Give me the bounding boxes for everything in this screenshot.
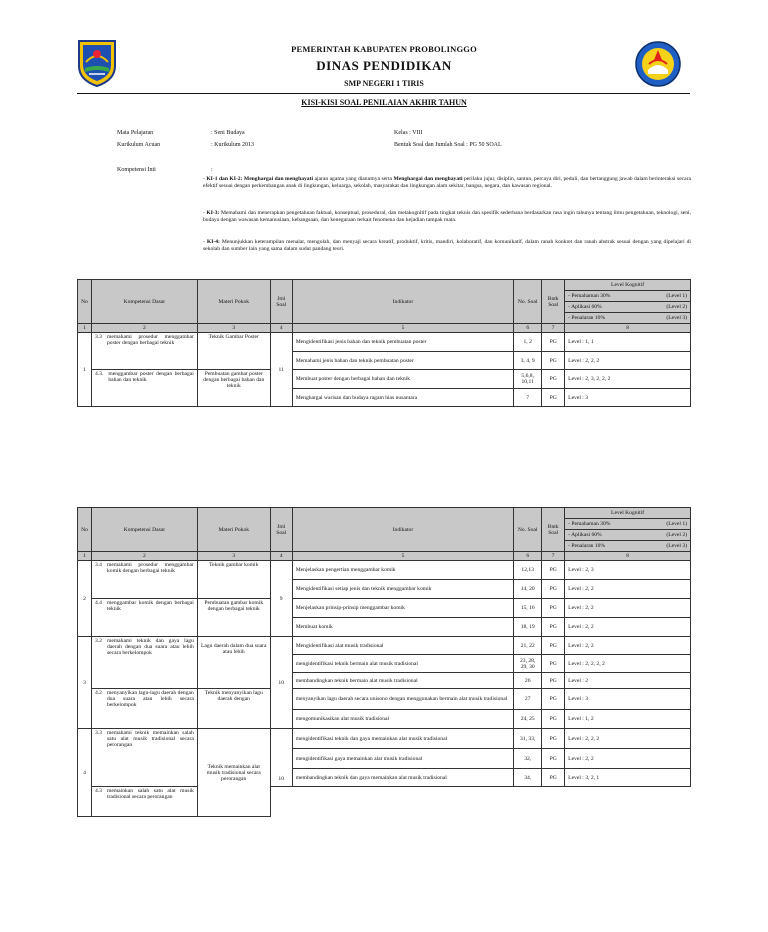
cognitive-level: Level : 2, 2 xyxy=(565,618,691,637)
col-header-no: No xyxy=(78,508,92,552)
header-school-name: SMP NEGERI 1 TIRIS xyxy=(344,79,424,88)
curriculum-value: : Kurikulum 2013 xyxy=(211,142,254,148)
indicator-text: mengidentifikasi teknik bermain alat musik tradisional xyxy=(292,655,514,673)
col-header-indikator: Indikator xyxy=(292,508,514,552)
question-numbers: 27 xyxy=(514,689,542,710)
core-competence-colon: : xyxy=(211,167,213,173)
cognitive-level: Level : 2 xyxy=(565,673,691,689)
indicator-text: membandingkan teknik dan gaya memainkan alat musik tradisional xyxy=(292,769,514,787)
kd-text: memahami teknik dan gaya lagu daerah dengan dua suara atau lebih secara berkelompok xyxy=(106,638,194,656)
question-type: PG xyxy=(542,580,565,599)
table-row xyxy=(78,637,691,655)
question-numbers: 32, xyxy=(514,749,542,769)
kd-number: 3.2 xyxy=(94,638,102,644)
cognitive-level: Level : 1, 2 xyxy=(565,710,691,729)
core-competence-label: Kompetensi Inti xyxy=(117,167,156,173)
question-numbers: 14, 20 xyxy=(514,580,542,599)
indicator-text: Mengidentifikasi setiap jenis dan teknik menggambar komik xyxy=(292,580,514,599)
col-number: 7 xyxy=(542,552,565,561)
col-header-no-soal: No. Soal xyxy=(514,280,542,324)
question-type: PG xyxy=(542,618,565,637)
curriculum-label: Kurikulum Acuan xyxy=(117,142,161,148)
kisi-table-1 xyxy=(77,279,691,407)
col-header-indikator: Indikator xyxy=(292,280,514,324)
indicator-text: Membuat poster dengan berbagai bahan dan teknik xyxy=(292,370,514,389)
col-number: 8 xyxy=(565,552,691,561)
col-header-level: Level Kognitif xyxy=(565,280,691,291)
question-type: PG xyxy=(542,673,565,689)
level-3-name: - Penalaran 10% xyxy=(568,315,606,321)
question-numbers: 1, 2 xyxy=(514,333,542,352)
materi-pokok: Pembuatan gambar komik dengan berbagai teknik xyxy=(197,599,270,637)
level-2-name: - Aplikasi 60% xyxy=(568,532,602,538)
cognitive-level: Level : 2, 2 xyxy=(565,637,691,655)
header-department-name: DINAS PENDIDIKAN xyxy=(316,58,452,73)
question-numbers: 7 xyxy=(514,389,542,407)
col-number: 1 xyxy=(78,552,92,561)
col-number: 2 xyxy=(91,552,197,561)
col-header-materi: Materi Pokok xyxy=(197,280,270,324)
materi-pokok: Teknik gambar komik xyxy=(197,561,270,599)
question-numbers: 5,6,8, 10,11 xyxy=(514,370,542,389)
question-type: PG xyxy=(542,769,565,787)
ki-3-paragraph: - KI-3: Memahami dan menerapkan pengetahuan faktual, konseptual, prosedural, dan metakognitif pada tingkat teknis dan spesifik sederhana berdasarkan rasa ingin tahunya tentang ilmu pengetahuan, teknologi, seni, budaya dengan wawasan kemanusiaan, kebangsaan, dan kenegaraan terkait fenomena dan kejadian tampak mata. xyxy=(203,210,692,223)
ki-4-paragraph: - KI-4: Menunjukkan keterampilan menalar, mengolah, dan menyaji secara kreatif, produktif, kritis, mandiri, kolaboratif, dan komunikatif, dalam ranah konkret dan ranah abstrak sesuai dengan yang dipelajari di sekolah dan sumber lain yang sama dalam sudut pandang teori. xyxy=(203,239,691,252)
question-type: PG xyxy=(542,599,565,618)
subject-value: : Seni Budaya xyxy=(211,130,245,136)
col-header-bentuk: Bntk Soal xyxy=(542,508,565,552)
question-type: PG xyxy=(542,689,565,710)
kd-text: menggambar poster dengan berbagai bahan dan teknik xyxy=(108,371,194,383)
question-numbers: 31, 33, xyxy=(514,729,542,749)
kd-number: 3.3 xyxy=(94,730,102,736)
col-number: 3 xyxy=(197,324,270,333)
kd-number: 4.3 xyxy=(94,788,102,794)
col-header-bentuk: Bntk Soal xyxy=(542,280,565,324)
indicator-text: mengidentifikasi gaya memainkan alat musik tradisional xyxy=(292,749,514,769)
kd-number: 4.4 xyxy=(94,600,102,606)
question-numbers: 26 xyxy=(514,673,542,689)
row-no: 1 xyxy=(78,333,92,407)
question-numbers: 18, 19 xyxy=(514,618,542,637)
col-number: 4 xyxy=(270,324,292,333)
col-header-jml: Jml Soal xyxy=(270,508,292,552)
cognitive-level: Level : 2, 2 xyxy=(565,749,691,769)
col-number: 6 xyxy=(514,552,542,561)
jumlah-soal: 10 xyxy=(270,729,292,787)
question-numbers: 21, 22 xyxy=(514,637,542,655)
subject-label: Mata Pelajaran xyxy=(117,130,154,136)
col-header-level: Level Kognitif xyxy=(565,508,691,519)
kd-number: 3.3 xyxy=(94,334,102,340)
indicator-text: Menghargai warisan dan budaya ragam hias nusantara xyxy=(292,389,514,407)
materi-pokok: Lagu daerah dalam dua suara atau lebih xyxy=(197,637,270,689)
col-number: 7 xyxy=(542,324,565,333)
level-2-name: - Aplikasi 60% xyxy=(568,304,602,310)
cognitive-level: Level : 2, 2, 2, 2 xyxy=(565,655,691,673)
kd-number: 4.2 xyxy=(94,690,102,696)
cognitive-level: Level : 2, 2, 2 xyxy=(565,729,691,749)
col-header-no: No xyxy=(78,280,92,324)
col-number: 6 xyxy=(514,324,542,333)
cognitive-level: Level : 2, 3 xyxy=(565,561,691,580)
table-row xyxy=(78,787,691,817)
question-numbers: 24, 25 xyxy=(514,710,542,729)
table-row xyxy=(78,689,691,710)
cognitive-level: Level : 3 xyxy=(565,689,691,710)
kd-text: menggambar komik dengan berbagai teknik xyxy=(106,600,194,612)
indicator-text: membandingkan teknik bermain alat musik tradisional xyxy=(292,673,514,689)
level-1-name: - Pemahaman 30% xyxy=(568,521,611,527)
level-2-code: (Level 2) xyxy=(666,304,687,310)
table-row xyxy=(78,729,691,749)
level-1-code: (Level 1) xyxy=(666,521,687,527)
question-numbers: 23, 28, 29, 30 xyxy=(514,655,542,673)
cognitive-level: Level : 2, 2, 2 xyxy=(565,352,691,370)
row-no: 2 xyxy=(78,561,92,637)
ki-1-2-paragraph: - KI-1 dan KI-2: Menghargai dan menghayati ajaran agama yang dianutnya serta Menghargai dan menghayati perilaku jujur, disiplin, santun, percaya diri, peduli, dan bertanggung jawab dalam berinteraksi secara efektif sesuai dengan perkembangan anak di lingkungan, keluarga, sekolah, masyarakat dan lingkungan alam sekitar, bangsa, negara, dan kawasan regional. xyxy=(203,176,691,189)
class-label: Kelas : VIII xyxy=(394,130,423,136)
kd-text: memahami prosedur menggambar poster dengan berbagai teknik xyxy=(106,334,194,346)
question-numbers: 34, xyxy=(514,769,542,787)
question-type: PG xyxy=(542,352,565,370)
question-type: PG xyxy=(542,710,565,729)
level-1-code: (Level 1) xyxy=(666,293,687,299)
question-type: PG xyxy=(542,333,565,352)
jumlah-soal: 10 xyxy=(270,637,292,729)
cognitive-level: Level : 3, 2, 1 xyxy=(565,769,691,787)
question-type: PG xyxy=(542,561,565,580)
indicator-text: Mengidentifikasi jenis bahan dan teknik pembuatan poster xyxy=(292,333,514,352)
col-number: 4 xyxy=(270,552,292,561)
materi-pokok: Pembuatan gambar poster dengan berbagai bahan dan teknik xyxy=(197,370,270,407)
kd-text: memahami teknik memainkan salah satu alat musik tradisional secara perorangan xyxy=(106,730,194,748)
question-type: PG xyxy=(542,370,565,389)
table-row xyxy=(78,370,691,389)
question-type: PG xyxy=(542,655,565,673)
row-no: 3 xyxy=(78,637,92,729)
header-government-name: PEMERINTAH KABUPATEN PROBOLINGGO xyxy=(291,44,477,54)
indicator-text: Mengidentifikasi alat musik tradisional xyxy=(292,637,514,655)
indicator-text: Memahami jenis bahan dan teknik pembuatan poster xyxy=(292,352,514,370)
document-title: KISI-KISI SOAL PENILAIAN AKHIR TAHUN xyxy=(301,98,467,107)
materi-pokok: Teknik menyanyikan lagu daerah dengan xyxy=(197,689,270,729)
kd-number: 3.4 xyxy=(94,562,102,568)
question-numbers: 3, 4, 9 xyxy=(514,352,542,370)
col-header-kd: Kompetensi Dasar xyxy=(91,508,197,552)
indicator-text: mengidentifikasi teknik dan gaya memainkan alat musik tradisional xyxy=(292,729,514,749)
indicator-text: mengomunikasikan alat musik tradisional xyxy=(292,710,514,729)
col-number: 5 xyxy=(292,324,514,333)
materi-pokok: Teknik memainkan alat musik tradisional secara perorangan xyxy=(197,729,270,817)
col-number: 8 xyxy=(565,324,691,333)
question-type: PG xyxy=(542,389,565,407)
col-number: 3 xyxy=(197,552,270,561)
cognitive-level: Level : 3 xyxy=(565,389,691,407)
kisi-table-2 xyxy=(77,507,691,817)
kd-text: menyanyikan lagu-lagu daerah dengan dua suara atau lebih secara berkelompok xyxy=(106,690,194,708)
question-type: PG xyxy=(542,637,565,655)
kd-text: memainkan salah satu alat musik tradisional secara perorangan xyxy=(106,788,194,800)
table-row xyxy=(78,599,691,618)
level-2-code: (Level 2) xyxy=(666,532,687,538)
kd-number: 4.3. xyxy=(94,371,104,377)
materi-pokok: Teknik Gambar Poster xyxy=(197,333,270,370)
level-3-code: (Level 3) xyxy=(666,315,687,321)
jumlah-soal: 11 xyxy=(270,333,292,407)
col-header-kd: Kompetensi Dasar xyxy=(91,280,197,324)
col-header-no-soal: No. Soal xyxy=(514,508,542,552)
question-numbers: 15, 16 xyxy=(514,599,542,618)
col-header-materi: Materi Pokok xyxy=(197,508,270,552)
kd-text: memahami prosedur menggambar komik dengan berbagai teknik xyxy=(106,562,194,574)
col-number: 1 xyxy=(78,324,92,333)
question-type-label: Bentuk Soal dan Jumlah Soal : PG 50 SOAL xyxy=(394,142,502,148)
indicator-text: Menjelaskan pengertian menggambar komik xyxy=(292,561,514,580)
cognitive-level: Level : 1, 1 xyxy=(565,333,691,352)
question-type: PG xyxy=(542,729,565,749)
cognitive-level: Level : 2, 3, 2, 2, 2 xyxy=(565,370,691,389)
indicator-text: Menjelaskan prinsip-prinsip menggambar komik xyxy=(292,599,514,618)
col-number: 5 xyxy=(292,552,514,561)
table-row xyxy=(78,333,691,352)
header-divider xyxy=(77,93,690,94)
question-numbers: 12,13 xyxy=(514,561,542,580)
level-3-code: (Level 3) xyxy=(666,543,687,549)
row-no: 4 xyxy=(78,729,92,817)
cognitive-level: Level : 2, 2 xyxy=(565,580,691,599)
table-row xyxy=(78,561,691,580)
jumlah-soal: 9 xyxy=(270,561,292,637)
cognitive-level: Level : 2, 2 xyxy=(565,599,691,618)
indicator-text: menyanyikan lagu daerah secara unisono dengan menggunakan bermain alat musik tradisional xyxy=(292,689,514,710)
question-type: PG xyxy=(542,749,565,769)
indicator-text: Membuat komik xyxy=(292,618,514,637)
col-number: 2 xyxy=(91,324,197,333)
level-1-name: - Pemahaman 30% xyxy=(568,293,611,299)
col-header-jml: Jml Soal xyxy=(270,280,292,324)
level-3-name: - Penalaran 10% xyxy=(568,543,606,549)
